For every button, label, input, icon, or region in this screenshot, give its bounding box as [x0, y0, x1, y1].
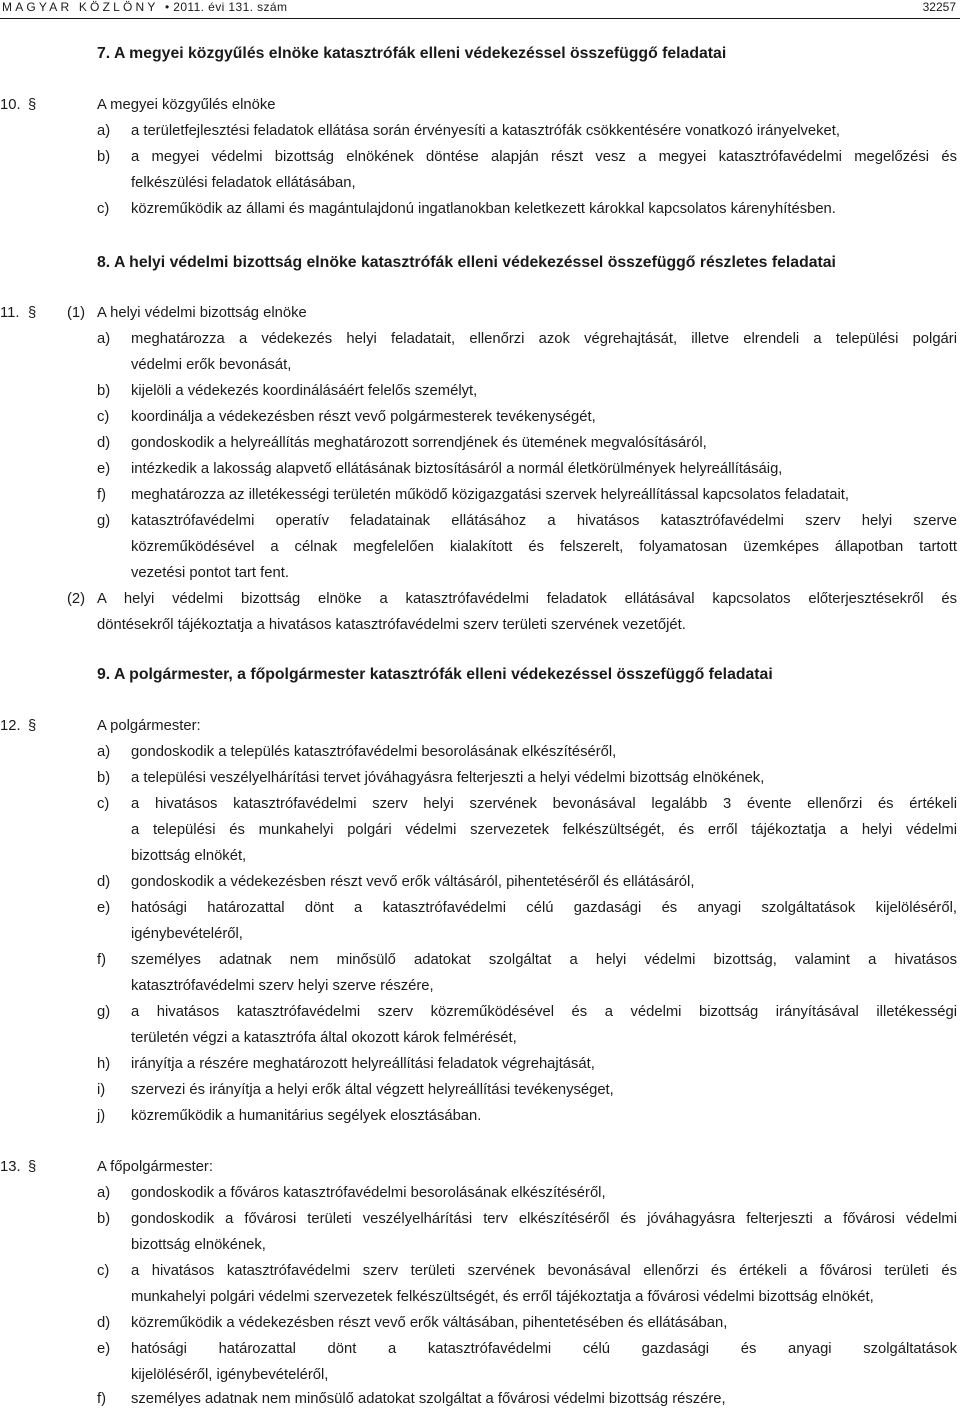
item-label: e) — [97, 1341, 111, 1357]
issue-label: 2011. évi 131. szám — [173, 0, 288, 14]
item-text: intézkedik a lakosság alapvető ellátásának biztosításáról a normál életkörülmények helyreállításáig, — [131, 461, 783, 477]
paragraph-number: 12. — [0, 718, 21, 734]
item-text: katasztrófavédelmi operatív feladatainak ellátásához a hivatásos katasztrófavédelmi szerv helyi szerve — [131, 513, 957, 529]
paragraph-lead: A polgármester: — [97, 718, 201, 734]
item-label: d) — [97, 874, 111, 890]
item-text: meghatározza az illetékességi területén működő közigazgatási szervek helyreállítással kapcsolatos feladatait, — [131, 487, 850, 503]
item-text-cont: munkahelyi polgári védelmi szervezetek felkészültségét, és erről tájékoztatja a fővárosi védelmi bizottság elnökét, — [131, 1289, 874, 1305]
section-title-9: 9. A polgármester, a főpolgármester katasztrófák elleni védekezéssel összefüggő feladatai — [97, 666, 773, 683]
item-text-cont: kijelöléséről, igénybevételéről, — [131, 1367, 329, 1383]
header-divider — [0, 18, 960, 19]
subsection-number: (1) — [67, 305, 86, 321]
item-label: d) — [97, 435, 111, 451]
item-text-cont: védelmi erők bevonását, — [131, 357, 292, 373]
section-sign: § — [28, 305, 37, 321]
item-text: közreműködik a humanitárius segélyek elosztásában. — [131, 1108, 482, 1124]
item-text: közreműködik az állami és magántulajdonú ingatlanokban keletkezett károkkal kapcsolatos kárenyhítésben. — [131, 201, 836, 217]
item-text-cont: felkészülési feladatok ellátásában, — [131, 175, 356, 191]
header-bullet: • — [164, 0, 170, 14]
paragraph-number: 11. — [0, 305, 20, 321]
item-label: c) — [97, 409, 110, 425]
item-label: a) — [97, 123, 111, 139]
item-text: irányítja a részére meghatározott helyreállítási feladatok végrehajtását, — [131, 1056, 595, 1072]
item-label: c) — [97, 1263, 110, 1279]
item-text: gondoskodik a fővárosi területi veszélyelhárítási terv elkészítéséről és jóváhagyásra felterjeszti a fővárosi védelmi — [131, 1211, 957, 1227]
item-text: a hivatásos katasztrófavédelmi szerv helyi szervének bevonásával legalább 3 évente ellenőrzi és értékeli — [131, 796, 957, 812]
subsection-text: A helyi védelmi bizottság elnöke a katasztrófavédelmi feladatok ellátásával kapcsolatos előterjesztésekről és — [97, 591, 957, 607]
item-text: a megyei védelmi bizottság elnökének döntése alapján részt vesz a megyei katasztrófavédelmi megelőzési és — [131, 149, 957, 165]
item-label: b) — [97, 770, 111, 786]
item-text: gondoskodik a helyreállítás meghatározott sorrendjének és ütemének megvalósításáról, — [131, 435, 707, 451]
item-label: e) — [97, 461, 111, 477]
item-text-cont: bizottság elnökét, — [131, 848, 247, 864]
item-label: f) — [97, 1391, 107, 1407]
item-text-cont: vezetési pontot tart fent. — [131, 565, 289, 581]
section-title-8: 8. A helyi védelmi bizottság elnöke katasztrófák elleni védekezéssel összefüggő részletes feladatai — [97, 254, 836, 271]
item-label: d) — [97, 1315, 111, 1331]
item-text-cont: a települési és munkahelyi polgári védelmi szervezetek felkészültségét, és erről tájékoztatja a helyi védelmi — [131, 822, 957, 838]
item-text-cont: területén végzi a katasztrófa által okozott károk felmérését, — [131, 1030, 517, 1046]
subsection-number: (2) — [67, 591, 86, 607]
item-text: a hivatásos katasztrófavédelmi szerv közreműködésével és a védelmi bizottság irányításával illetékességi — [131, 1004, 957, 1020]
paragraph-lead: A főpolgármester: — [97, 1159, 213, 1175]
section-sign: § — [28, 1159, 37, 1175]
item-text-cont: bizottság elnökének, — [131, 1237, 266, 1253]
header-journal-issue — [2, 0, 287, 15]
item-text: gondoskodik a védekezésben részt vevő erők váltásáról, pihentetéséről és ellátásáról, — [131, 874, 695, 890]
item-label: b) — [97, 149, 111, 165]
paragraph-lead: A megyei közgyűlés elnöke — [97, 97, 276, 113]
item-text: hatósági határozattal dönt a katasztrófavédelmi célú gazdasági és anyagi szolgáltatások — [131, 1341, 957, 1357]
item-label: f) — [97, 487, 107, 503]
item-label: a) — [97, 1185, 111, 1201]
page-header — [2, 0, 956, 15]
item-text: meghatározza a védekezés helyi feladatait, ellenőrzi azok végrehajtását, illetve elrendeli a települési polgári — [131, 331, 957, 347]
item-label: g) — [97, 513, 111, 529]
item-text: hatósági határozattal dönt a katasztrófavédelmi célú gazdasági és anyagi szolgáltatások kijelöléséről, — [131, 900, 957, 916]
item-text: személyes adatnak nem minősülő adatokat szolgáltat a helyi védelmi bizottság, valamint a hivatásos — [131, 952, 957, 968]
journal-name: MAGYAR KÖZLÖNY — [2, 0, 159, 14]
item-label: a) — [97, 331, 111, 347]
item-label: c) — [97, 201, 110, 217]
paragraph-number: 13. — [0, 1159, 21, 1175]
item-label: b) — [97, 1211, 111, 1227]
item-label: c) — [97, 796, 110, 812]
item-label: a) — [97, 744, 111, 760]
item-text: gondoskodik a főváros katasztrófavédelmi besorolásának elkészítéséről, — [131, 1185, 606, 1201]
item-label: g) — [97, 1004, 111, 1020]
item-text: személyes adatnak nem minősülő adatokat szolgáltat a fővárosi védelmi bizottság részére, — [131, 1391, 726, 1407]
item-text: a területfejlesztési feladatok ellátása során érvényesíti a katasztrófák csökkentésére vonatkozó irányelveket, — [131, 123, 840, 139]
section-sign: § — [28, 718, 37, 734]
item-text: szervezi és irányítja a helyi erők által végzett helyreállítási tevékenységet, — [131, 1082, 614, 1098]
item-text: gondoskodik a település katasztrófavédelmi besorolásának elkészítéséről, — [131, 744, 617, 760]
item-label: e) — [97, 900, 111, 916]
page-number: 32257 — [922, 0, 956, 14]
item-label: f) — [97, 952, 107, 968]
item-text-cont: katasztrófavédelmi szerv helyi szerve részére, — [131, 978, 434, 994]
item-text: koordinálja a védekezésben részt vevő polgármesterek tevékenységét, — [131, 409, 596, 425]
item-label: j) — [97, 1108, 106, 1124]
item-label: i) — [97, 1082, 106, 1098]
item-label: h) — [97, 1056, 111, 1072]
item-text: a hivatásos katasztrófavédelmi szerv területi szervének bevonásával ellenőrzi és értékeli a fővárosi területi és — [131, 1263, 957, 1279]
section-title-7: 7. A megyei közgyűlés elnöke katasztrófák elleni védekezéssel összefüggő feladatai — [97, 45, 727, 62]
item-label: b) — [97, 383, 111, 399]
item-text: közreműködik a védekezésben részt vevő erők váltásában, pihentetésében és ellátásában, — [131, 1315, 728, 1331]
subsection-text-cont: döntésekről tájékoztatja a hivatásos katasztrófavédelmi szerv területi szervének vezetőjét. — [97, 617, 686, 633]
item-text: kijelöli a védekezés koordinálásáért felelős személyt, — [131, 383, 478, 399]
section-sign: § — [28, 97, 37, 113]
item-text: a települési veszélyelhárítási tervet jóváhagyásra felterjeszti a helyi védelmi bizottság elnökének, — [131, 770, 765, 786]
item-text-cont: igénybevételéről, — [131, 926, 243, 942]
paragraph-lead: A helyi védelmi bizottság elnöke — [97, 305, 307, 321]
paragraph-number: 10. — [0, 97, 21, 113]
item-text-cont: közreműködésével a célnak megfelelően kialakított és felszerelt, folyamatosan üzemképes állapotban tartott — [131, 539, 957, 555]
